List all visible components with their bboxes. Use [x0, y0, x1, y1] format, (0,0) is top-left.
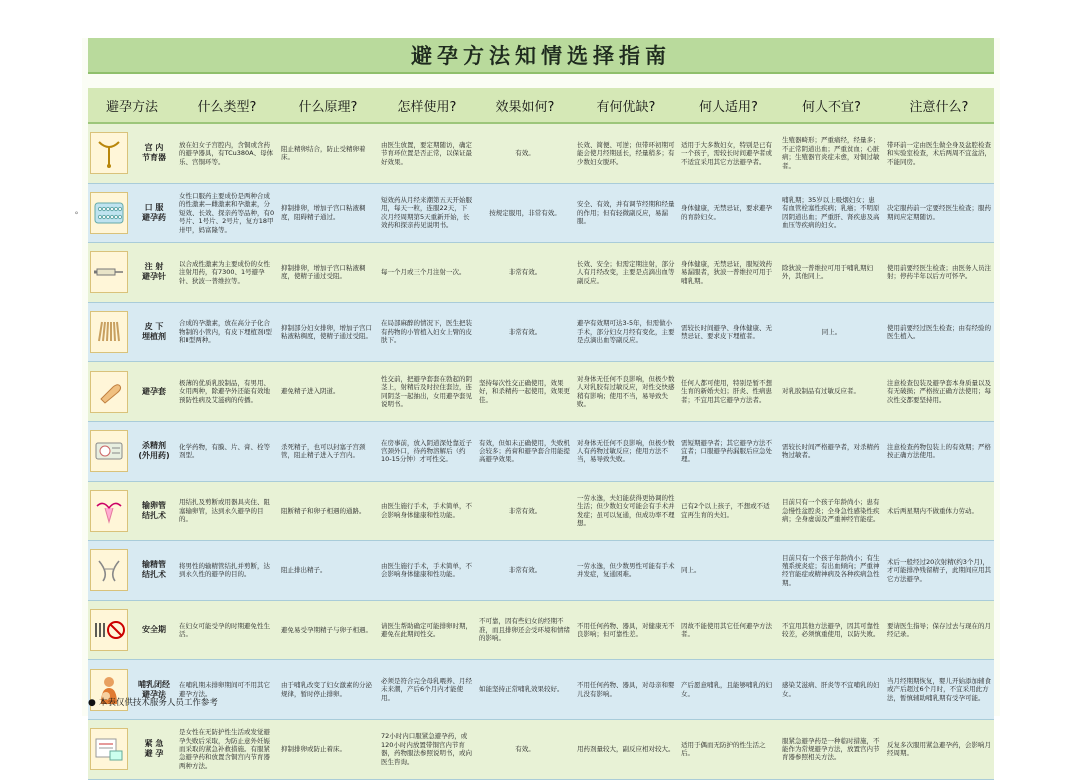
type-cell: 是女性在无防护性生活或发觉避孕失败后采取，为防止意外妊娠而采取的紧急补救措施。有服紧急避孕药和放置含铜宫内节育器两种方法。: [176, 719, 278, 779]
footer-text: 本表仅供技术服务人员工作参考: [98, 698, 218, 708]
method-name: 杀精剂 (外用药): [138, 441, 170, 461]
effect-cell: 非常有效。: [476, 302, 574, 362]
method-name: 哺乳闭经 避孕法: [138, 679, 170, 699]
method: [90, 244, 174, 301]
method: [90, 304, 174, 361]
table-row: [88, 660, 994, 720]
unsuitable-cell: 哺乳期；35岁以上吸烟妇女；患有血管栓塞性疾病；乳癌；不明原因阴道出血；严重肝、肾疾患及高血压等疾病的妇女。: [779, 183, 884, 243]
header-unsuitable: 何人不宜?: [779, 88, 884, 123]
method-name: 口 服 避孕药: [142, 202, 166, 222]
usage-cell: 在局部麻醉的情况下，医生把装有药物的小管植入妇女上臂的皮肤下。: [378, 302, 476, 362]
method-cell: [88, 600, 176, 660]
effect-cell: 有效。: [476, 719, 574, 779]
effect-cell: 非常有效。: [476, 481, 574, 541]
method: [90, 363, 174, 420]
method: [90, 125, 174, 182]
emergency-icon: [90, 728, 128, 770]
notes-cell: 术后两星期内不做重体力劳动。: [884, 481, 994, 541]
method: [90, 423, 174, 480]
method-cell: [88, 123, 176, 183]
method-name: 皮 下 埋植剂: [142, 322, 166, 342]
pros-cons-cell: 不用任何药物、器具，对母亲和婴儿没有影响。: [574, 660, 678, 720]
pros-cons-cell: 一劳永逸，但少数男性可能有手术并发症，复通困难。: [574, 541, 678, 601]
header-usage: 怎样使用?: [378, 88, 476, 123]
unsuitable-cell: 同上。: [779, 302, 884, 362]
page-title: 避孕方法知情选择指南: [411, 43, 671, 68]
notes-cell: 当月经期期恢复，婴儿开始添加辅食或产后超过6个月时，不宜采用此方法，暂慎辅助哺乳期有受孕可能。: [884, 660, 994, 720]
notes-cell: 使用前要经医生检查；由医务人员注射；停药半年以后方可怀孕。: [884, 243, 994, 303]
method: [90, 602, 174, 659]
effect-cell: 有效，但如未正确使用，失败机会较多；药膏和避孕套合用能提高避孕效果。: [476, 421, 574, 481]
principle-cell: 阻止排出精子。: [278, 541, 378, 601]
suitable-cell: 身体健康，无禁忌证，要求避孕的育龄妇女。: [678, 183, 779, 243]
usage-cell: 性交前，把避孕套套在勃起的阴茎上，射精后及时拉住套边，连同阴茎一起抽出，女用避孕套见说明书。: [378, 362, 476, 422]
principle-cell: 避免易受孕期精子与卵子相遇。: [278, 600, 378, 660]
method-cell: [88, 660, 176, 720]
table-row: [88, 600, 994, 660]
pros-cons-cell: 不用任何药物、器具，对健康无不良影响；但可靠性差。: [574, 600, 678, 660]
method-cell: [88, 362, 176, 422]
method-cell: [88, 421, 176, 481]
unsuitable-cell: 不宜用其他方法避孕，因其可靠性较差，必须慎重使用，以防失败。: [779, 600, 884, 660]
suitable-cell: 适用于偶而无防护的性生活之后。: [678, 719, 779, 779]
usage-cell: 每一个月或三个月注射一次。: [378, 243, 476, 303]
table-row: [88, 421, 994, 481]
syringe-icon: [90, 251, 128, 293]
principle-cell: 抑制排卵，增加子宫口粘液稠度，使精子通过受阻。: [278, 243, 378, 303]
table-row: [88, 362, 994, 422]
unsuitable-cell: 生殖器畸形；严重痛经，经量多；不正常阴道出血；严重贫血；心脏病；生殖器官炎症未愈，对铜过敏者。: [779, 123, 884, 183]
type-cell: 在哺乳期未排卵期间可不用其它避孕方法。: [176, 660, 278, 720]
effect-cell: 有效。: [476, 123, 574, 183]
header-method: 避孕方法: [88, 88, 176, 123]
unsuitable-cell: 服紧急避孕药是一种临时措施，不能作为常规避孕方法，放置宫内节育器参照相关方法。: [779, 719, 884, 779]
notes-cell: 决定服药前一定要经医生检查；服药期间应定期随访。: [884, 183, 994, 243]
notes-cell: 注意检查包装及避孕套本身质量以及有无破损；严格按正确方法使用；每次性交都要坚持用。: [884, 362, 994, 422]
table-row: [88, 243, 994, 303]
tubal-icon: [90, 490, 128, 532]
unsuitable-cell: 除狄波一普维拉可用于哺乳期妇外，其他同上。: [779, 243, 884, 303]
pros-cons-cell: 安全、有效，并有调节经期和经量的作用；但有轻微副反应，易漏服。: [574, 183, 678, 243]
pros-cons-cell: 长效、简便、可逆；但带环初期可能会使月经期延长，经量稍多；有少数妇女脱环。: [574, 123, 678, 183]
pill-icon: [90, 192, 128, 234]
principle-cell: 抑制排卵或防止着床。: [278, 719, 378, 779]
method-cell: [88, 541, 176, 601]
effect-cell: 非常有效。: [476, 243, 574, 303]
method-name: 避孕套: [142, 386, 166, 396]
usage-cell: 请医生帮助确定可能排卵时期，避免在此期间性交。: [378, 600, 476, 660]
suitable-cell: 适用于大多数妇女，特别是已有一个孩子，需较长时间避孕者或不适宜采用其它方法避孕者。: [678, 123, 779, 183]
footer-note: [88, 696, 218, 708]
suitable-cell: 需短期避孕者；其它避孕方法不宜者；口服避孕药漏服后应急处理。: [678, 421, 779, 481]
pros-cons-cell: 用药剂量较大，副反应相对较大。: [574, 719, 678, 779]
method-name: 宫 内 节育器: [142, 143, 166, 163]
vas-icon: [90, 549, 128, 591]
usage-cell: 在房事前，放入阴道深处靠近子宫颈外口，待药物溶解后（约10-15分钟）才可性交。: [378, 421, 476, 481]
header-pros-cons: 有何优缺?: [574, 88, 678, 123]
method: [90, 721, 174, 778]
method: [90, 185, 174, 242]
method-name: 注 射 避孕针: [142, 262, 166, 282]
table-row: [88, 481, 994, 541]
effect-cell: 坚持每次性交正确使用，效果好，和杀精药一起使用，效果更佳。: [476, 362, 574, 422]
suitable-cell: 任何人都可使用，特别是暂不想生育的新婚夫妇；肝炎、性病患者；不宜用其它避孕方法者。: [678, 362, 779, 422]
type-cell: 化学药物，有膜、片、膏、栓等剂型。: [176, 421, 278, 481]
iud-icon: [90, 132, 128, 174]
pros-cons-cell: 长效、安全；但需定期注射，部分人有月经改变，主要是点滴出血等副反应。: [574, 243, 678, 303]
guide-poster: [82, 38, 1000, 770]
type-cell: 将男性的输精管结扎并剪断，达到永久性的避孕的目的。: [176, 541, 278, 601]
usage-cell: 短效药从月经来潮第五天开始服用，每天一粒，连服22天，下次月经周期第5天重新开始，长效药和探亲药见说明书。: [378, 183, 476, 243]
side-mark: ˚: [74, 212, 79, 223]
method-cell: [88, 243, 176, 303]
bullet-icon: ●: [88, 698, 96, 708]
suitable-cell: 需较长时间避孕、身体健康、无禁忌证、要求皮下埋植者。: [678, 302, 779, 362]
type-cell: 女性口服药主要成份是两种合成的性激素—雌激素和孕激素，分短效、长效、探亲药等品种，有0号片、1号片、2号片，复方18甲卅甲，妈富隆等。: [176, 183, 278, 243]
effect-cell: 不可靠，因有些妇女的经期不准，而且排卵还会受环境和情绪的影响。: [476, 600, 574, 660]
notes-cell: 反复多次服用紧急避孕药，会影响月经周期。: [884, 719, 994, 779]
condom-icon: [90, 371, 128, 413]
type-cell: 合成的孕激素，放在高分子化合物制的小管内，有皮下埋植剂Ⅰ型和Ⅱ型两种。: [176, 302, 278, 362]
method: [90, 542, 174, 599]
unsuitable-cell: 目前只有一个孩子年龄尚小；患有急慢性盆腔炎；全身急性感染性疾病；全身虚弱及严重神经官能症。: [779, 481, 884, 541]
calendar-icon: [90, 609, 128, 651]
header-suitable: 何人适用?: [678, 88, 779, 123]
effect-cell: 如能坚持正常哺乳效果较好。: [476, 660, 574, 720]
type-cell: 用结扎及剪断或用器具夹住、阻塞输卵管，达到永久避孕的目的。: [176, 481, 278, 541]
header-type: 什么类型?: [176, 88, 278, 123]
unsuitable-cell: 感染艾滋病、肝炎等不宜哺乳的妇女。: [779, 660, 884, 720]
table-row: [88, 541, 994, 601]
type-cell: 以合成性激素为主要成份的女性注射用药，有7300、1号避孕针、狄波一普维拉等。: [176, 243, 278, 303]
type-cell: 放在妇女子宫腔内，含铜或含药的避孕器具，有TCu380A、母体乐、宫铜环等。: [176, 123, 278, 183]
notes-cell: 带环前一定由医生做全身及盆腔检查和实验室检查，术后两周不宜盆浴，不能同房。: [884, 123, 994, 183]
principle-cell: 抑制排卵，增加子宫口粘液稠度，阻碍精子通过。: [278, 183, 378, 243]
principle-cell: 阻断精子和卵子相遇的通路。: [278, 481, 378, 541]
usage-cell: 由医生施行手术，手术简单，不会影响身体健康和性功能。: [378, 481, 476, 541]
header-principle: 什么原理?: [278, 88, 378, 123]
suitable-cell: 身体健康，无禁忌证，服短效药易漏服者，狄波一普维拉可用于哺乳期。: [678, 243, 779, 303]
notes-cell: 术后一般经过20次射精(约3个月)，才可能排净残留精子，此期间应用其它方法避孕。: [884, 541, 994, 601]
effect-cell: 非常有效。: [476, 541, 574, 601]
header-notes: 注意什么?: [884, 88, 994, 123]
principle-cell: 阻止精卵结合，防止受精卵着床。: [278, 123, 378, 183]
effect-cell: 按规定服用，非常有效。: [476, 183, 574, 243]
method-cell: [88, 481, 176, 541]
suitable-cell: 同上。: [678, 541, 779, 601]
unsuitable-cell: 对乳胶制品有过敏反应者。: [779, 362, 884, 422]
method-name: 输卵管 结扎术: [142, 500, 166, 520]
usage-cell: 72小时内口服紧急避孕药，或120小时内放置带铜宫内节育器，药物服法参照说明书，或向医生咨询。: [378, 719, 476, 779]
pros-cons-cell: 一劳永逸，夫妇能获得更协调的性生活；但少数妇女可能会有手术并发症；虽可以复通，但成功率不理想。: [574, 481, 678, 541]
method-name: 安全期: [142, 625, 166, 635]
method: [90, 661, 174, 718]
type-cell: 在妇女可能受孕的时期避免性生活。: [176, 600, 278, 660]
header-row: [88, 88, 994, 123]
method-cell: [88, 183, 176, 243]
suitable-cell: 产后愿意哺乳，且能够哺乳的妇女。: [678, 660, 779, 720]
method: [90, 483, 174, 540]
notes-cell: 使用前要经过医生检查；由有经验的医生植入。: [884, 302, 994, 362]
implant-icon: [90, 311, 128, 353]
method-name: 输精管 结扎术: [142, 560, 166, 580]
method-cell: [88, 302, 176, 362]
notes-cell: 要请医生指导；保存过去与现在的月经记录。: [884, 600, 994, 660]
principle-cell: 抑制部分妇女排卵，增加子宫口粘液粘稠度，使精子通过受阻。: [278, 302, 378, 362]
method-name: 紧 急 避 孕: [144, 739, 164, 759]
table-row: [88, 123, 994, 183]
guide-table: [88, 88, 994, 780]
table-row: [88, 302, 994, 362]
title-bar: [88, 38, 994, 74]
usage-cell: 由医生施行手术，手术简单，不会影响身体健康和性功能。: [378, 541, 476, 601]
notes-cell: 注意检查药物包装上的有效期；严格按正确方法使用。: [884, 421, 994, 481]
usage-cell: 由医生放置，要定期随访，确定节育环位置是否正常，以保证最好效果。: [378, 123, 476, 183]
suitable-cell: 已有2个以上孩子，不想或不适宜再生育的夫妇。: [678, 481, 779, 541]
header-effect: 效果如何?: [476, 88, 574, 123]
pros-cons-cell: 对身体无任何不良影响，但极少数人有药物过敏反应；使用方法不当，易导致失败。: [574, 421, 678, 481]
spermicide-icon: [90, 430, 128, 472]
table-row: [88, 183, 994, 243]
method-cell: [88, 719, 176, 779]
usage-cell: 必须是符合完全母乳喂养、月经未来潮，产后6个月内才能使用。: [378, 660, 476, 720]
table-row: [88, 719, 994, 779]
principle-cell: 杀死精子，也可以封塞子宫颈管，阻止精子进入子宫内。: [278, 421, 378, 481]
principle-cell: 由于哺乳改变了妇女激素的分泌规律，暂时停止排卵。: [278, 660, 378, 720]
principle-cell: 避免精子进入阴道。: [278, 362, 378, 422]
pros-cons-cell: 避孕有效期可达3-5年，但需做小手术，部分妇女月经有变化，主要是点滴出血等副反应。: [574, 302, 678, 362]
suitable-cell: 因故不能使用其它任何避孕方法者。: [678, 600, 779, 660]
unsuitable-cell: 目前只有一个孩子年龄尚小；有生殖系统炎症；有出血倾向；严重神经官能症或精神病及各种疾病急性期。: [779, 541, 884, 601]
unsuitable-cell: 需较长时间严格避孕者，对杀精药物过敏者。: [779, 421, 884, 481]
type-cell: 极薄的优质乳胶制品，有男用、女用两种，除避孕外还能有效地预防性病及艾滋病的传播。: [176, 362, 278, 422]
pros-cons-cell: 对身体无任何不良影响，但极少数人对乳胶有过敏反应，对性交快感稍有影响；使用不当，易导致失败。: [574, 362, 678, 422]
